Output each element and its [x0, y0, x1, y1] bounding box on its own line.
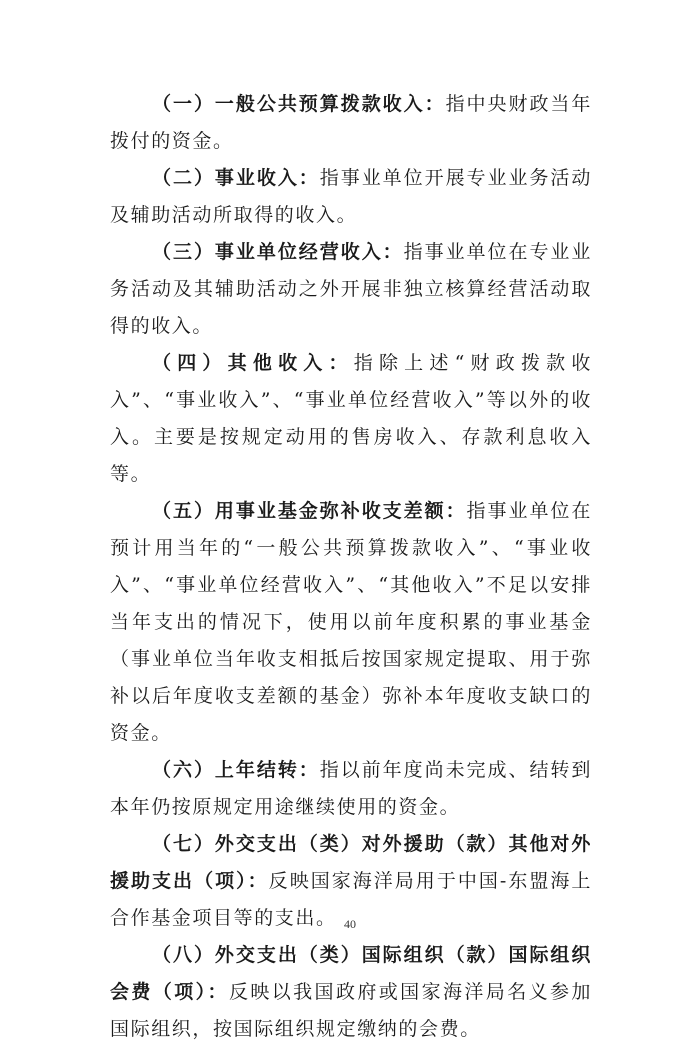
paragraph-international-org-fees: [110, 937, 592, 1048]
term-heading: （二）事业收入：: [152, 167, 320, 189]
term-heading: （四）其他收入：: [152, 352, 354, 374]
term-heading: （六）上年结转：: [152, 759, 320, 781]
term-definition: 指事业单位在预计用当年的“一般公共预算拨款收入”、“事业收入”、“事业单位经营收入”、“其他收入”不足以安排当年支出的情况下，使用以前年度积累的事业基金（事业单位当年收支相抵后按国家规定提取、用于弥补以后年度收支差额的基金）弥补本年度收支缺口的资金。: [110, 500, 592, 744]
term-heading: （五）用事业基金弥补收支差额：: [152, 500, 467, 522]
term-heading: （一）一般公共预算拨款收入：: [152, 93, 446, 115]
term-definition: 指事业单位在专业业务活动及其辅助活动之外开展非独立核算经营活动取得的收入。: [110, 241, 592, 337]
term-definition: 指以前年度尚未完成、结转到本年仍按原规定用途继续使用的资金。: [110, 759, 592, 818]
term-definition: 指除上述“财政拨款收入”、“事业收入”、“事业单位经营收入”等以外的收入。主要是按规定动用的售房收入、存款利息收入等。: [110, 352, 592, 485]
document-body: [110, 86, 592, 1048]
paragraph-other-income: [110, 345, 592, 493]
paragraph-general-budget-income: [110, 86, 592, 160]
term-heading: （八）外交支出（类）国际组织（款）国际组织会费（项）：: [110, 944, 592, 1003]
term-heading: （三）事业单位经营收入：: [152, 241, 404, 263]
paragraph-business-income: [110, 160, 592, 234]
term-definition: 反映国家海洋局用于中国-东盟海上合作基金项目等的支出。: [110, 870, 592, 929]
term-heading: （七）外交支出（类）对外援助（款）其他对外援助支出（项）：: [110, 833, 592, 892]
term-definition: 指中央财政当年拨付的资金。: [110, 93, 592, 152]
paragraph-business-fund-offset: [110, 493, 592, 752]
paragraph-prior-year-carryover: [110, 752, 592, 826]
page-number: 40: [344, 917, 356, 931]
term-definition: 反映以我国政府或国家海洋局名义参加国际组织，按国际组织规定缴纳的会费。: [110, 981, 593, 1040]
term-definition: 指事业单位开展专业业务活动及辅助活动所取得的收入。: [110, 167, 592, 226]
paragraph-operating-income: [110, 234, 592, 345]
